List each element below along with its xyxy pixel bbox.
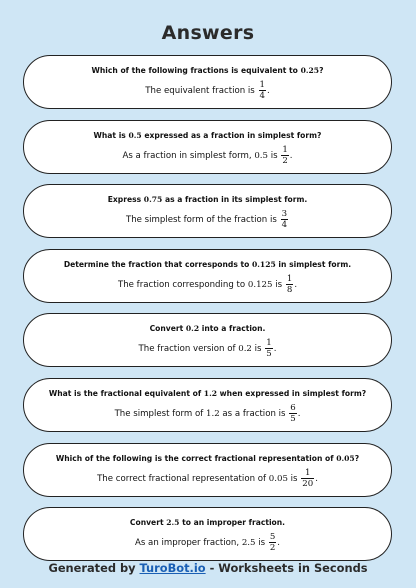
- answer-text: The simplest form of the fraction is $\frac{3}{4}$: [125, 209, 288, 231]
- question-text: Determine the fraction that corresponds to 0.125 in simplest form.: [63, 259, 352, 269]
- fraction: $\frac{1}{8}$: [286, 273, 293, 295]
- footer-suffix: - Worksheets in Seconds: [205, 561, 368, 575]
- answer-card: [23, 313, 392, 367]
- fraction: $\frac{1}{20}$: [302, 467, 314, 489]
- answer-text: As a fraction in simplest form, 0.5 is $\frac{1}{2}$ .: [122, 144, 293, 166]
- answer-text: The fraction corresponding to 0.125 is $\frac{1}{8}$ .: [117, 273, 298, 295]
- fraction: $\frac{5}{2}$: [269, 532, 276, 554]
- footer-prefix: Generated by: [48, 561, 140, 575]
- answer-text: The equivalent fraction is $\frac{1}{4}$ .: [145, 80, 270, 101]
- answer-text: The fraction version of 0.2 is $\frac{1}{5}$ .: [138, 338, 277, 360]
- question-text: Which of the following is the correct fractional representation of 0.05?: [55, 453, 360, 463]
- answer-card: [23, 378, 392, 432]
- fraction: $\frac{6}{5}$: [290, 402, 296, 424]
- answer-list: [23, 55, 392, 572]
- answer-card: [23, 55, 392, 109]
- answer-card: [23, 184, 392, 238]
- question-text: Which of the following fractions is equivalent to 0.25?: [91, 66, 324, 75]
- question-text: Express 0.75 as a fraction in its simplest form.: [107, 195, 308, 205]
- brand-link[interactable]: TuroBot.io: [139, 561, 206, 575]
- question-text: What is the fractional equivalent of 1.2 when expressed in simplest form?: [48, 388, 367, 398]
- fraction: $\frac{3}{4}$: [281, 209, 288, 231]
- question-text: Convert 2.5 to an improper fraction.: [129, 518, 286, 528]
- fraction: $\frac{1}{4}$: [259, 80, 265, 101]
- answer-text: The correct fractional representation of 0.05 is $\frac{1}{20}$ .: [97, 467, 318, 489]
- answer-text: The simplest form of 1.2 as a fraction is $\frac{6}{5}$ .: [114, 402, 301, 424]
- answer-card: [23, 507, 392, 561]
- footer: [0, 561, 416, 575]
- question-text: Convert 0.2 into a fraction.: [149, 324, 266, 334]
- question-text: What is 0.5 expressed as a fraction in simplest form?: [93, 130, 322, 140]
- fraction: $\frac{1}{5}$: [266, 338, 272, 360]
- answer-card: [23, 249, 392, 303]
- answer-card: [23, 120, 392, 174]
- answer-card: [23, 443, 392, 497]
- answer-text: As an improper fraction, 2.5 is $\frac{5}{2}$ .: [134, 532, 281, 554]
- page-title: Answers: [161, 22, 255, 44]
- fraction: $\frac{1}{2}$: [282, 144, 288, 166]
